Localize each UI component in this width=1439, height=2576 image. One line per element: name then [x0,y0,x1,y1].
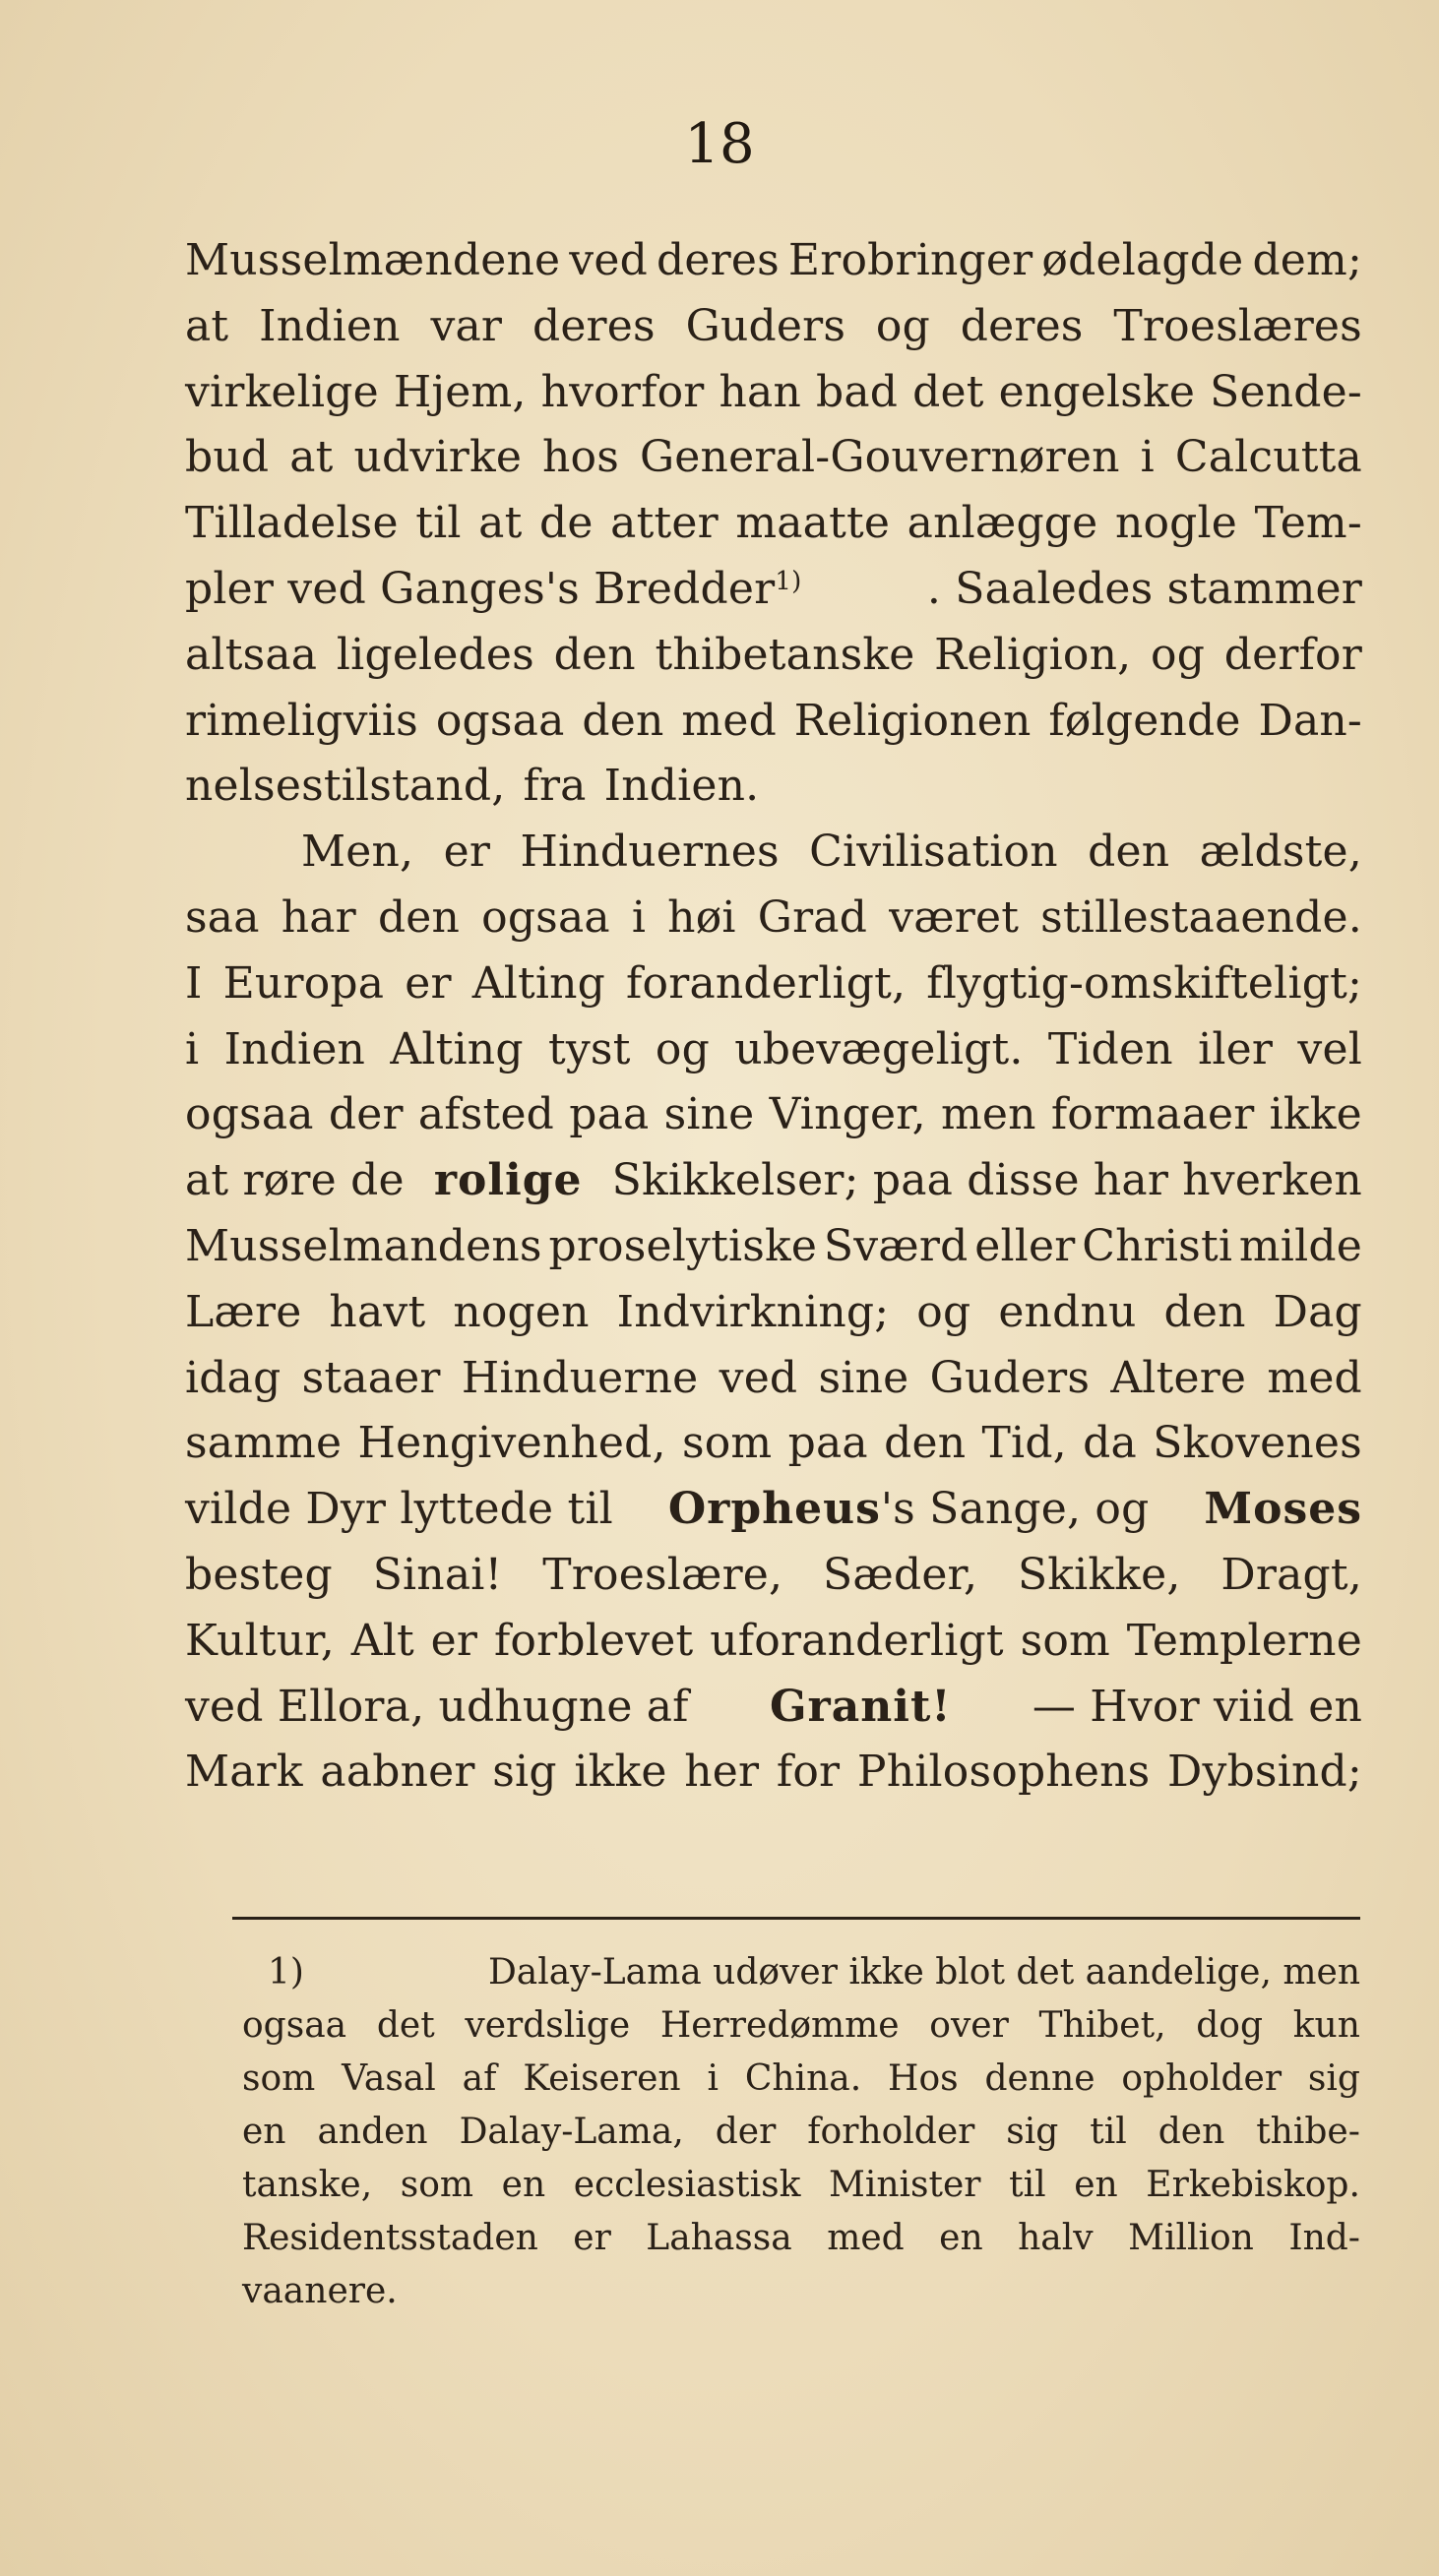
paragraph-start-line [185,820,1362,886]
footnote-marker: 1) [268,1952,304,1993]
text-line [185,294,1362,360]
word: paa [787,1418,868,1469]
word: Sende- [1210,366,1362,417]
word: Christi [1082,1220,1233,1271]
line-text: vilde Dyr lyttede til [185,1484,613,1535]
word: med [1267,1352,1362,1403]
word: udvirke [353,432,523,483]
word: Lære [185,1286,302,1337]
word: foranderligt, [626,957,907,1009]
word: ogsaa [481,891,610,943]
word: Hengivenhed, [357,1418,666,1469]
text-line [185,689,1362,755]
word: ved [719,1352,798,1403]
word: ligeledes [336,629,534,680]
text-line [185,1148,1362,1214]
word: Guders [929,1352,1091,1403]
word: paa [569,1089,650,1140]
word: derfor [1223,629,1362,680]
word: denne [984,2058,1095,2099]
word: Tem- [1254,498,1362,549]
word: ogsaa [435,695,565,746]
word: er [405,957,452,1009]
word: den [1157,2112,1225,2152]
word: nogen [453,1286,590,1337]
word: Hinduerne [461,1352,699,1403]
word: sig [1006,2112,1059,2152]
text-line [185,1740,1362,1806]
footnote-line [242,1946,1360,1999]
word: hvorfor [540,366,705,417]
word: fra [523,761,587,812]
word: ubevægeligt. [734,1023,1024,1074]
emphasis-granit: Granit! [769,1681,952,1732]
text-line [185,1280,1362,1346]
main-text [185,228,1362,1806]
word: til [1009,2165,1046,2205]
word: og [916,1286,971,1337]
word: Erkebiskop. [1146,2165,1360,2205]
text-line [185,1543,1362,1609]
text-line [185,754,1362,820]
word: her [684,1747,760,1798]
word: en [501,2165,546,2205]
word: over [929,2005,1009,2046]
word: Million [1128,2218,1254,2258]
word: thibe- [1256,2112,1360,2152]
footnote-line [242,2212,1360,2265]
text-line [185,886,1362,951]
word: Tiden [1047,1023,1173,1074]
word: da [1083,1418,1137,1469]
text-line [185,623,1362,689]
word: følgende [1048,695,1241,746]
text-line [185,1675,1362,1741]
word: halv [1018,2218,1094,2258]
word: maatte [735,498,891,549]
word: som [1020,1615,1110,1666]
word: med [681,695,777,746]
word: nelsestilstand, [185,761,506,812]
word: Sæder, [823,1549,978,1600]
text-line [185,557,1362,623]
word: Thibet, [1038,2005,1166,2046]
footnote-line [242,1999,1360,2053]
word: Men, [301,827,414,878]
word: men [940,1089,1036,1140]
word: tyst [547,1023,631,1074]
word: at [289,432,334,483]
word: uforanderligt [710,1615,1004,1666]
word: Mark [185,1747,303,1798]
footnote-text: Dalay-Lama udøver ikke blot det aandelige, men [487,1952,1360,1993]
word: Alting [390,1023,524,1074]
word: Minister [828,2165,981,2205]
word: Indvirkning; [616,1286,890,1337]
word: ødelagde [1041,235,1244,285]
word: han [719,366,801,417]
word: er [443,827,491,878]
word: Europa [222,957,385,1009]
text-line [185,1609,1362,1675]
word: en [242,2112,286,2152]
word: Herredømme [659,2005,900,2046]
word: og [1151,629,1206,680]
word: milde [1238,1220,1362,1271]
word: virkelige [185,366,379,417]
word: ogsaa [242,2005,347,2046]
word: Dragt, [1220,1549,1362,1600]
line-text: ved Ellora, udhugne af [185,1681,689,1732]
word: Troeslæres [1113,300,1362,351]
word: med [827,2218,905,2258]
word: ved [569,235,648,285]
text-line [185,360,1362,426]
word: Indien [223,1023,366,1074]
word: en [1074,2165,1118,2205]
word: General-Gouvernøren [639,432,1120,483]
word: Erobringer [787,235,1033,285]
word: vaanere. [242,2271,398,2311]
word: Vinger, [769,1089,926,1140]
word: Indien [259,300,401,351]
word: ogsaa [185,1089,314,1140]
word: at [478,498,523,549]
word: atter [610,498,719,549]
word: som [242,2058,316,2099]
word: den [1088,827,1170,878]
word: i [631,891,647,943]
word: høi [667,891,736,943]
word: af [462,2058,497,2099]
text-line [185,1017,1362,1083]
line-text: Skikkelser; paa disse har hverken [611,1155,1362,1206]
word: som [400,2165,474,2205]
word: Kultur, [185,1615,335,1666]
word: sine [663,1089,755,1140]
text-line [185,491,1362,557]
word: vel [1297,1023,1362,1074]
word: Tid, [981,1418,1067,1469]
line-text: . Saaledes stammer [926,563,1362,614]
text-line [185,1214,1362,1280]
word: forholder [807,2112,975,2152]
word: der [715,2112,777,2152]
word: som [681,1418,773,1469]
line-text: pler ved Ganges's Bredder$^{1)}$ [185,563,802,614]
word: dem; [1252,235,1362,285]
word: var [430,300,503,351]
word: engelske [998,366,1196,417]
word: Lahassa [646,2218,792,2258]
word: og [875,300,930,351]
word: Hinduernes [520,827,780,878]
word: thibetanske [655,629,915,680]
word: Calcutta [1174,432,1362,483]
footnote-line [242,2159,1360,2212]
word: den [884,1418,967,1469]
emphasis-moses: Moses [1204,1484,1362,1535]
word: havt [329,1286,426,1337]
word: er [430,1615,478,1666]
word: China. [744,2058,862,2099]
word: Civilisation [809,827,1058,878]
word: i [707,2058,719,2099]
footnote-line [242,2053,1360,2106]
text-line [185,1082,1362,1148]
word: ikke [1269,1089,1362,1140]
word: Sværd [823,1220,969,1271]
word: den [553,629,636,680]
emphasis-orpheus: Orpheus [667,1484,881,1535]
word: har [281,891,356,943]
footnote [242,1946,1360,2318]
word: forblevet [493,1615,694,1666]
word: staaer [301,1352,441,1403]
word: Dalay-Lama, [459,2112,684,2152]
word: Residentsstaden [242,2218,538,2258]
word: til [415,498,462,549]
word: den [1163,1286,1246,1337]
word: den [377,891,461,943]
word: afsted [417,1089,555,1140]
word: Dan- [1258,695,1362,746]
word: i [185,1023,200,1074]
word: Dag [1273,1286,1362,1337]
word: Indien. [603,761,760,812]
word: ældste, [1199,827,1362,878]
line-text: at røre de [185,1155,405,1206]
word: sig [1307,2058,1360,2099]
line-text: — Hvor viid en [1032,1681,1362,1732]
word: Hjem, [393,366,527,417]
word: Grad [757,891,868,943]
word: de [539,498,594,549]
line-text: Orpheus's Sange, og [667,1484,1150,1535]
word: Hos [888,2058,959,2099]
word: besteg [185,1549,333,1600]
word: nogle [1114,498,1238,549]
word: Tilladelse [185,498,399,549]
word: at [185,300,229,351]
footnote-divider [232,1917,1360,1920]
word: anlægge [907,498,1098,549]
text-line [185,425,1362,491]
word: Altere [1110,1352,1247,1403]
word: Skikke, [1017,1549,1181,1600]
word: endnu [998,1286,1137,1337]
word: saa [185,891,260,943]
word: hos [542,432,620,483]
page-number: 18 [684,112,755,176]
word: det [376,2005,435,2046]
emphasis-rolige: rolige [433,1155,583,1206]
word: Skovenes [1153,1418,1362,1469]
word: til [1090,2112,1127,2152]
word: den [582,695,664,746]
word: I [185,957,203,1009]
word: bud [185,432,270,483]
word: deres [532,300,656,351]
word: er [573,2218,611,2258]
text-line [185,1477,1362,1543]
word: i [1140,432,1155,483]
word: deres [657,235,780,285]
word: Alt [350,1615,414,1666]
word: altsaa [185,629,318,680]
word: iler [1198,1023,1274,1074]
word: formaaer [1050,1089,1255,1140]
word: Musselmandens [185,1220,542,1271]
text-line [185,1411,1362,1477]
word: og [655,1023,710,1074]
word: Musselmændene [185,235,561,285]
footnote-reference: 1) [775,566,802,596]
word: været [889,891,1020,943]
word: sig [492,1747,557,1798]
word: flygtig-omskifteligt; [926,957,1362,1009]
word: idag [185,1352,282,1403]
word: Alting [471,957,606,1009]
word: det [912,366,984,417]
word: verdslige [465,2005,631,2046]
word: samme [185,1418,343,1469]
word: Dybsind; [1167,1747,1362,1798]
footnote-line [242,2106,1360,2159]
text-line [185,228,1362,294]
word: stillestaaende. [1040,891,1362,943]
word: opholder [1121,2058,1283,2099]
word: bad [815,366,899,417]
word: Ind- [1288,2218,1360,2258]
word: aabner [320,1747,475,1798]
word: tanske, [242,2165,373,2205]
word: ikke [574,1747,667,1798]
text-line [185,1346,1362,1412]
word: eller [974,1220,1076,1271]
word: sine [818,1352,909,1403]
word: Templerne [1126,1615,1362,1666]
text-line [185,951,1362,1017]
word: anden [317,2112,428,2152]
footnote-line [242,2265,1360,2318]
word: Philosophens [856,1747,1151,1798]
word: proselytiske [548,1220,818,1271]
word: Vasal [342,2058,436,2099]
word: for [776,1747,841,1798]
word: Keiseren [523,2058,681,2099]
word: en [939,2218,983,2258]
word: rimeligviis [185,695,418,746]
word: Religionen [793,695,1032,746]
word: dog [1196,2005,1264,2046]
word: kun [1292,2005,1360,2046]
word: Guders [685,300,846,351]
word: Religion, [934,629,1132,680]
word: Sinai! [372,1549,503,1600]
word: der [328,1089,404,1140]
word: deres [960,300,1084,351]
word: Troeslære, [542,1549,783,1600]
word: ecclesiastisk [573,2165,801,2205]
